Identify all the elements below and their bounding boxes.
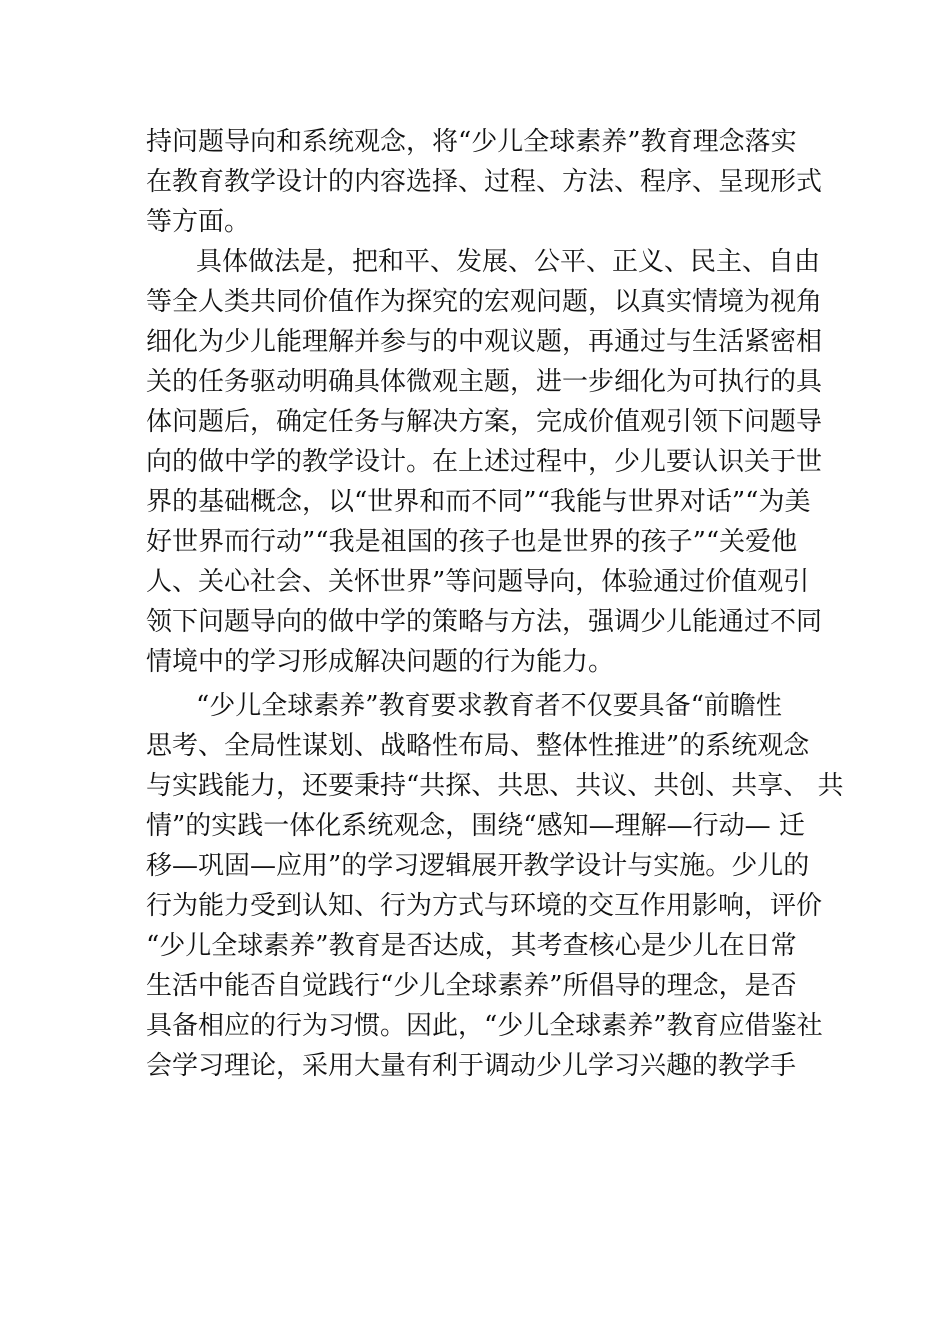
text-line-10: 界的基础概念，以“世界和而不同”“我能与世界对话”“为美 [146, 487, 811, 517]
text-line-21: “少儿全球素养”教育是否达成，其考查核心是少儿在日常 [146, 931, 797, 961]
text-line-3: 等方面。 [146, 207, 251, 237]
text-line-4: 具体做法是，把和平、发展、公平、正义、民主、自由 [196, 247, 821, 277]
text-line-8: 体问题后，确定任务与解决方案，完成价值观引领下问题导 [146, 407, 823, 437]
text-line-12: 人、关心社会、关怀世界”等问题导向，体验通过价值观引 [146, 567, 810, 597]
text-line-9: 向的做中学的教学设计。在上述过程中，少儿要认识关于世 [146, 447, 823, 477]
text-line-7: 关的任务驱动明确具体微观主题，进一步细化为可执行的具 [146, 367, 823, 397]
text-line-23: 具备相应的行为习惯。因此，“少儿全球素养”教育应借鉴社 [146, 1011, 823, 1041]
text-line-17: 与实践能力，还要秉持“共探、共思、共议、共创、共享、 共 [146, 771, 844, 801]
text-line-20: 行为能力受到认知、行为方式与环境的交互作用影响，评价 [146, 891, 823, 921]
text-line-15: “少儿全球素养”教育要求教育者不仅要具备“前瞻性 [196, 691, 782, 721]
text-line-1: 持问题导向和系统观念，将“少儿全球素养”教育理念落实 [146, 127, 797, 157]
text-line-13: 领下问题导向的做中学的策略与方法，强调少儿能通过不同 [146, 607, 823, 637]
text-line-16: 思考、全局性谋划、战略性布局、整体性推进”的系统观念 [146, 731, 810, 761]
text-line-2: 在教育教学设计的内容选择、过程、方法、程序、呈现形式 [146, 167, 823, 197]
text-line-24: 会学习理论，采用大量有利于调动少儿学习兴趣的教学手 [146, 1051, 797, 1081]
text-line-6: 细化为少儿能理解并参与的中观议题，再通过与生活紧密相 [146, 327, 823, 357]
text-line-5: 等全人类共同价值作为探究的宏观问题，以真实情境为视角 [146, 287, 823, 317]
text-line-11: 好世界而行动”“我是祖国的孩子也是世界的孩子”“关爱他 [146, 527, 798, 557]
text-line-22: 生活中能否自觉践行“少儿全球素养”所倡导的理念，是否 [146, 971, 797, 1001]
text-line-18: 情”的实践一体化系统观念，围绕“感知—理解—行动— 迁 [146, 811, 805, 841]
text-line-19: 移—巩固—应用”的学习逻辑展开教学设计与实施。少儿的 [146, 851, 810, 881]
text-line-14: 情境中的学习形成解决问题的行为能力。 [146, 647, 615, 677]
